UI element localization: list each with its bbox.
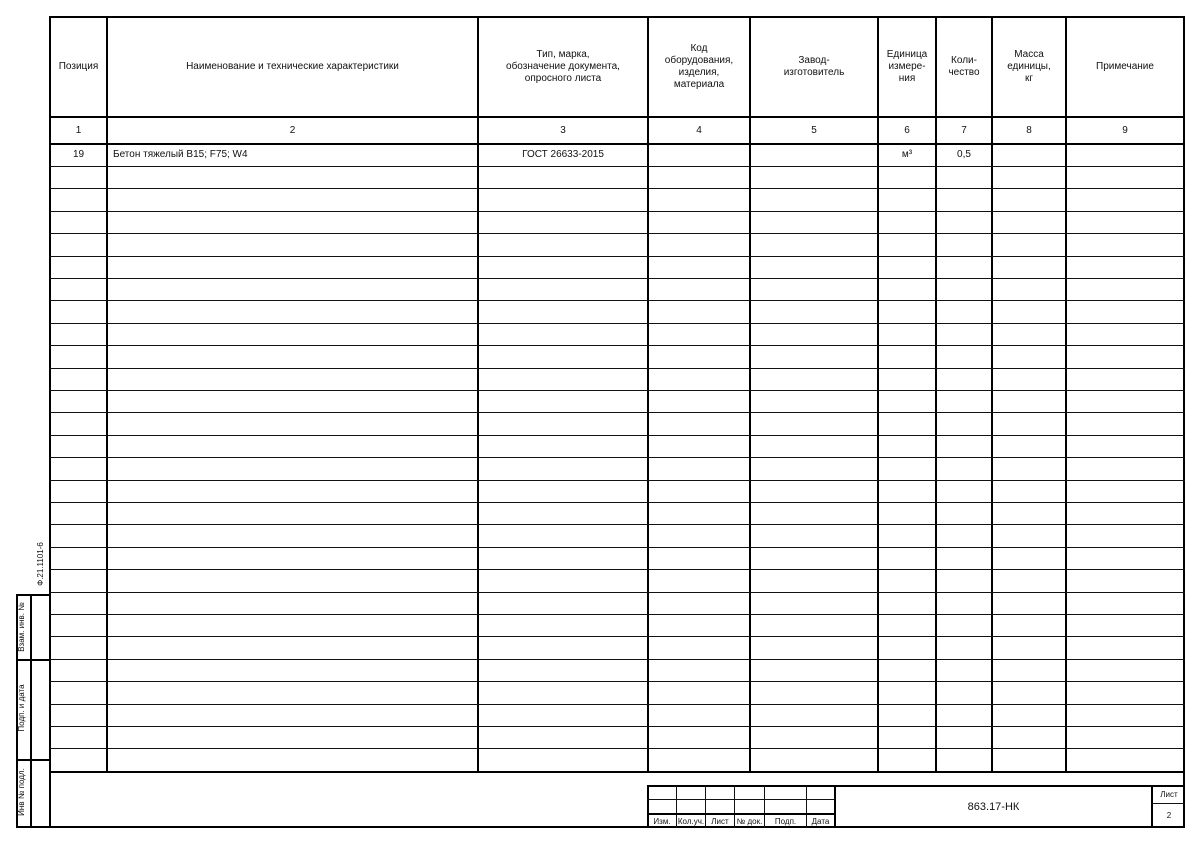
sheet-number: 2 bbox=[1166, 811, 1172, 821]
row-separator bbox=[49, 457, 1185, 458]
row-separator bbox=[49, 256, 1185, 257]
col-header-maker: Завод- изготовитель bbox=[783, 55, 845, 78]
row-mass bbox=[993, 145, 1065, 165]
col-number: 9 bbox=[1122, 124, 1128, 136]
stamp-label-kol-uch: Кол.уч. bbox=[677, 816, 705, 826]
row-separator bbox=[49, 681, 1185, 682]
row-separator bbox=[49, 636, 1185, 637]
document-code: 863.17-НК bbox=[967, 800, 1020, 813]
row-separator bbox=[49, 480, 1185, 481]
row-type: ГОСТ 26633-2015 bbox=[522, 149, 604, 160]
podp-data-label: Подп. и дата bbox=[17, 684, 26, 732]
row-separator bbox=[49, 569, 1185, 570]
col-header-unit: Единица измере- ния bbox=[886, 49, 928, 84]
col-number: 3 bbox=[560, 124, 566, 136]
form-code-label: Ф.21.1101-6 bbox=[36, 542, 45, 586]
row-separator bbox=[49, 502, 1185, 503]
row-name: Бетон тяжелый B15; F75; W4 bbox=[113, 149, 248, 160]
row-separator bbox=[49, 390, 1185, 391]
row-separator bbox=[49, 435, 1185, 436]
row-position: 19 bbox=[72, 149, 85, 160]
row-code bbox=[649, 145, 749, 165]
row-separator bbox=[49, 614, 1185, 615]
col-header-name: Наименование и технические характеристики bbox=[186, 61, 399, 72]
row-maker bbox=[751, 145, 877, 165]
row-unit: м³ bbox=[901, 149, 913, 160]
row-separator bbox=[49, 659, 1185, 660]
stamp-label-doc: № док. bbox=[736, 816, 763, 826]
col-number: 1 bbox=[75, 124, 82, 136]
stamp-label-list: Лист bbox=[711, 816, 729, 826]
col-header-code: Код оборудования, изделия, материала bbox=[664, 43, 734, 90]
row-separator bbox=[49, 368, 1185, 369]
row-separator bbox=[49, 323, 1185, 324]
row-separator bbox=[49, 278, 1185, 279]
row-separator bbox=[49, 726, 1185, 727]
vzam-inv-label: Взам. инв. № bbox=[17, 602, 26, 652]
sheet-label: Лист bbox=[1160, 790, 1178, 800]
col-header-qty: Коли- чество bbox=[948, 55, 980, 78]
col-number: 8 bbox=[1026, 124, 1032, 136]
row-separator bbox=[49, 704, 1185, 705]
row-separator bbox=[49, 412, 1185, 413]
col-number: 5 bbox=[811, 124, 817, 136]
col-number: 2 bbox=[289, 124, 296, 136]
row-separator bbox=[49, 547, 1185, 548]
col-header-mass: Масса единицы, кг bbox=[1007, 49, 1051, 84]
row-separator bbox=[49, 524, 1185, 525]
row-note bbox=[1067, 145, 1183, 165]
row-separator bbox=[49, 748, 1185, 749]
row-separator bbox=[49, 300, 1185, 301]
col-number: 4 bbox=[696, 124, 702, 136]
row-qty: 0,5 bbox=[957, 149, 971, 160]
col-header-position: Позиция bbox=[58, 61, 99, 72]
stamp-label-data: Дата bbox=[811, 816, 830, 826]
row-separator bbox=[49, 166, 1185, 167]
col-number: 6 bbox=[904, 124, 910, 136]
stamp-label-izm: Изм. bbox=[653, 816, 671, 826]
row-separator bbox=[49, 592, 1185, 593]
col-number: 7 bbox=[961, 124, 967, 136]
col-header-note: Примечание bbox=[1096, 61, 1154, 72]
row-separator bbox=[49, 345, 1185, 346]
row-separator bbox=[49, 211, 1185, 212]
inv-podl-label: Инв № подл. bbox=[17, 768, 26, 816]
row-separator bbox=[49, 188, 1185, 189]
row-separator bbox=[49, 233, 1185, 234]
stamp-label-podp: Подп. bbox=[774, 816, 797, 826]
col-header-type: Тип, марка, обозначение документа, опросного листа bbox=[506, 49, 620, 84]
